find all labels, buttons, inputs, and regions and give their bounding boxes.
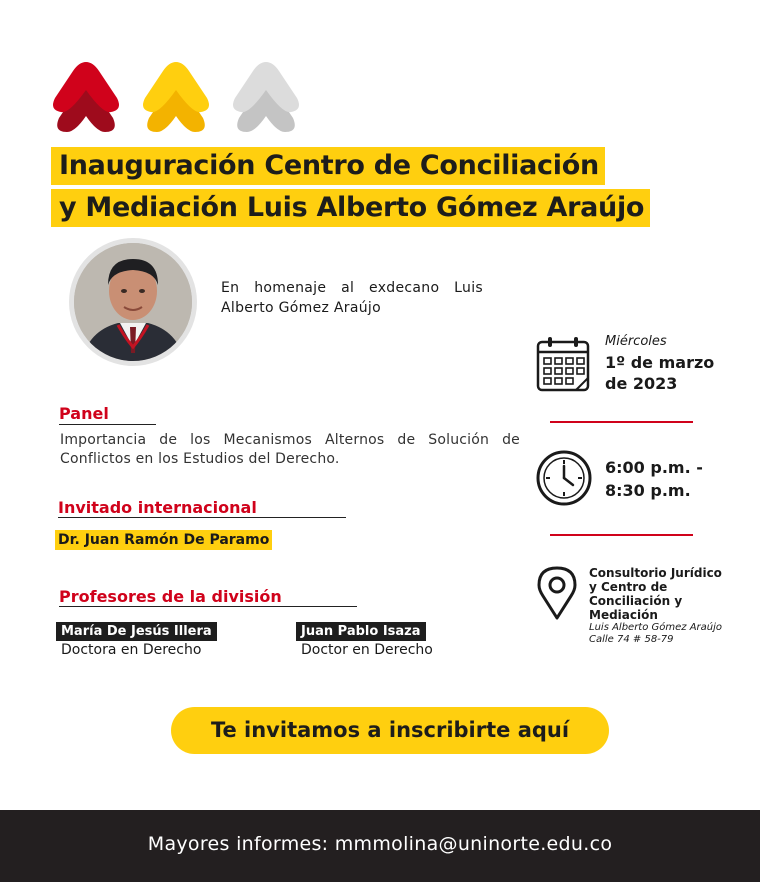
title-line-1: Inauguración Centro de Conciliación [51, 147, 605, 185]
divider [550, 421, 693, 423]
portrait-image [74, 243, 192, 361]
guest-rule [58, 517, 346, 518]
guest-name: Dr. Juan Ramón De Paramo [55, 530, 272, 550]
event-date-line1: 1º de marzo [605, 353, 715, 372]
event-time-line2: 8:30 p.m. [605, 481, 691, 500]
event-time-line1: 6:00 p.m. - [605, 458, 703, 477]
panel-heading: Panel [59, 404, 109, 423]
title-line-2: y Mediación Luis Alberto Gómez Araújo [51, 189, 650, 227]
grey-arrow-logo [231, 58, 301, 136]
address-line1: Luis Alberto Gómez Araújo [589, 622, 723, 633]
event-date-line2: de 2023 [605, 374, 678, 393]
place-line1: Consultorio Jurídico [589, 566, 722, 580]
professor-title: Doctora en Derecho [61, 642, 202, 658]
place-line2: y Centro de [589, 580, 668, 594]
location-pin-icon [537, 566, 577, 620]
place-line3: Conciliación y [589, 594, 683, 608]
register-button[interactable]: Te invitamos a inscribirte aquí [171, 707, 609, 754]
place-line4: Mediación [589, 608, 658, 622]
professors-heading: Profesores de la división [59, 587, 282, 606]
honoree-photo [69, 238, 197, 366]
red-arrow-logo [51, 58, 121, 136]
panel-rule [59, 424, 156, 425]
divider [550, 534, 693, 536]
guest-heading: Invitado internacional [58, 498, 257, 517]
professors-rule [59, 606, 357, 607]
clock-icon [535, 449, 593, 507]
professor-name: Juan Pablo Isaza [296, 622, 426, 641]
professor-title: Doctor en Derecho [301, 642, 433, 658]
event-weekday: Miércoles [605, 334, 667, 349]
calendar-icon [536, 336, 590, 392]
address-line2: Calle 74 # 58-79 [589, 634, 674, 645]
footer-bar [0, 810, 760, 882]
footer-contact[interactable]: Mayores informes: mmmolina@uninorte.edu.co [147, 833, 613, 855]
professor-name: María De Jesús Illera [56, 622, 217, 641]
panel-text: Importancia de los Mecanismos Alternos de Solución de Conflictos en los Estudios del Derecho. [60, 432, 520, 467]
homage-text: En homenaje al exdecano Luis Alberto Gómez Araújo [221, 280, 483, 316]
yellow-arrow-logo [141, 58, 211, 136]
